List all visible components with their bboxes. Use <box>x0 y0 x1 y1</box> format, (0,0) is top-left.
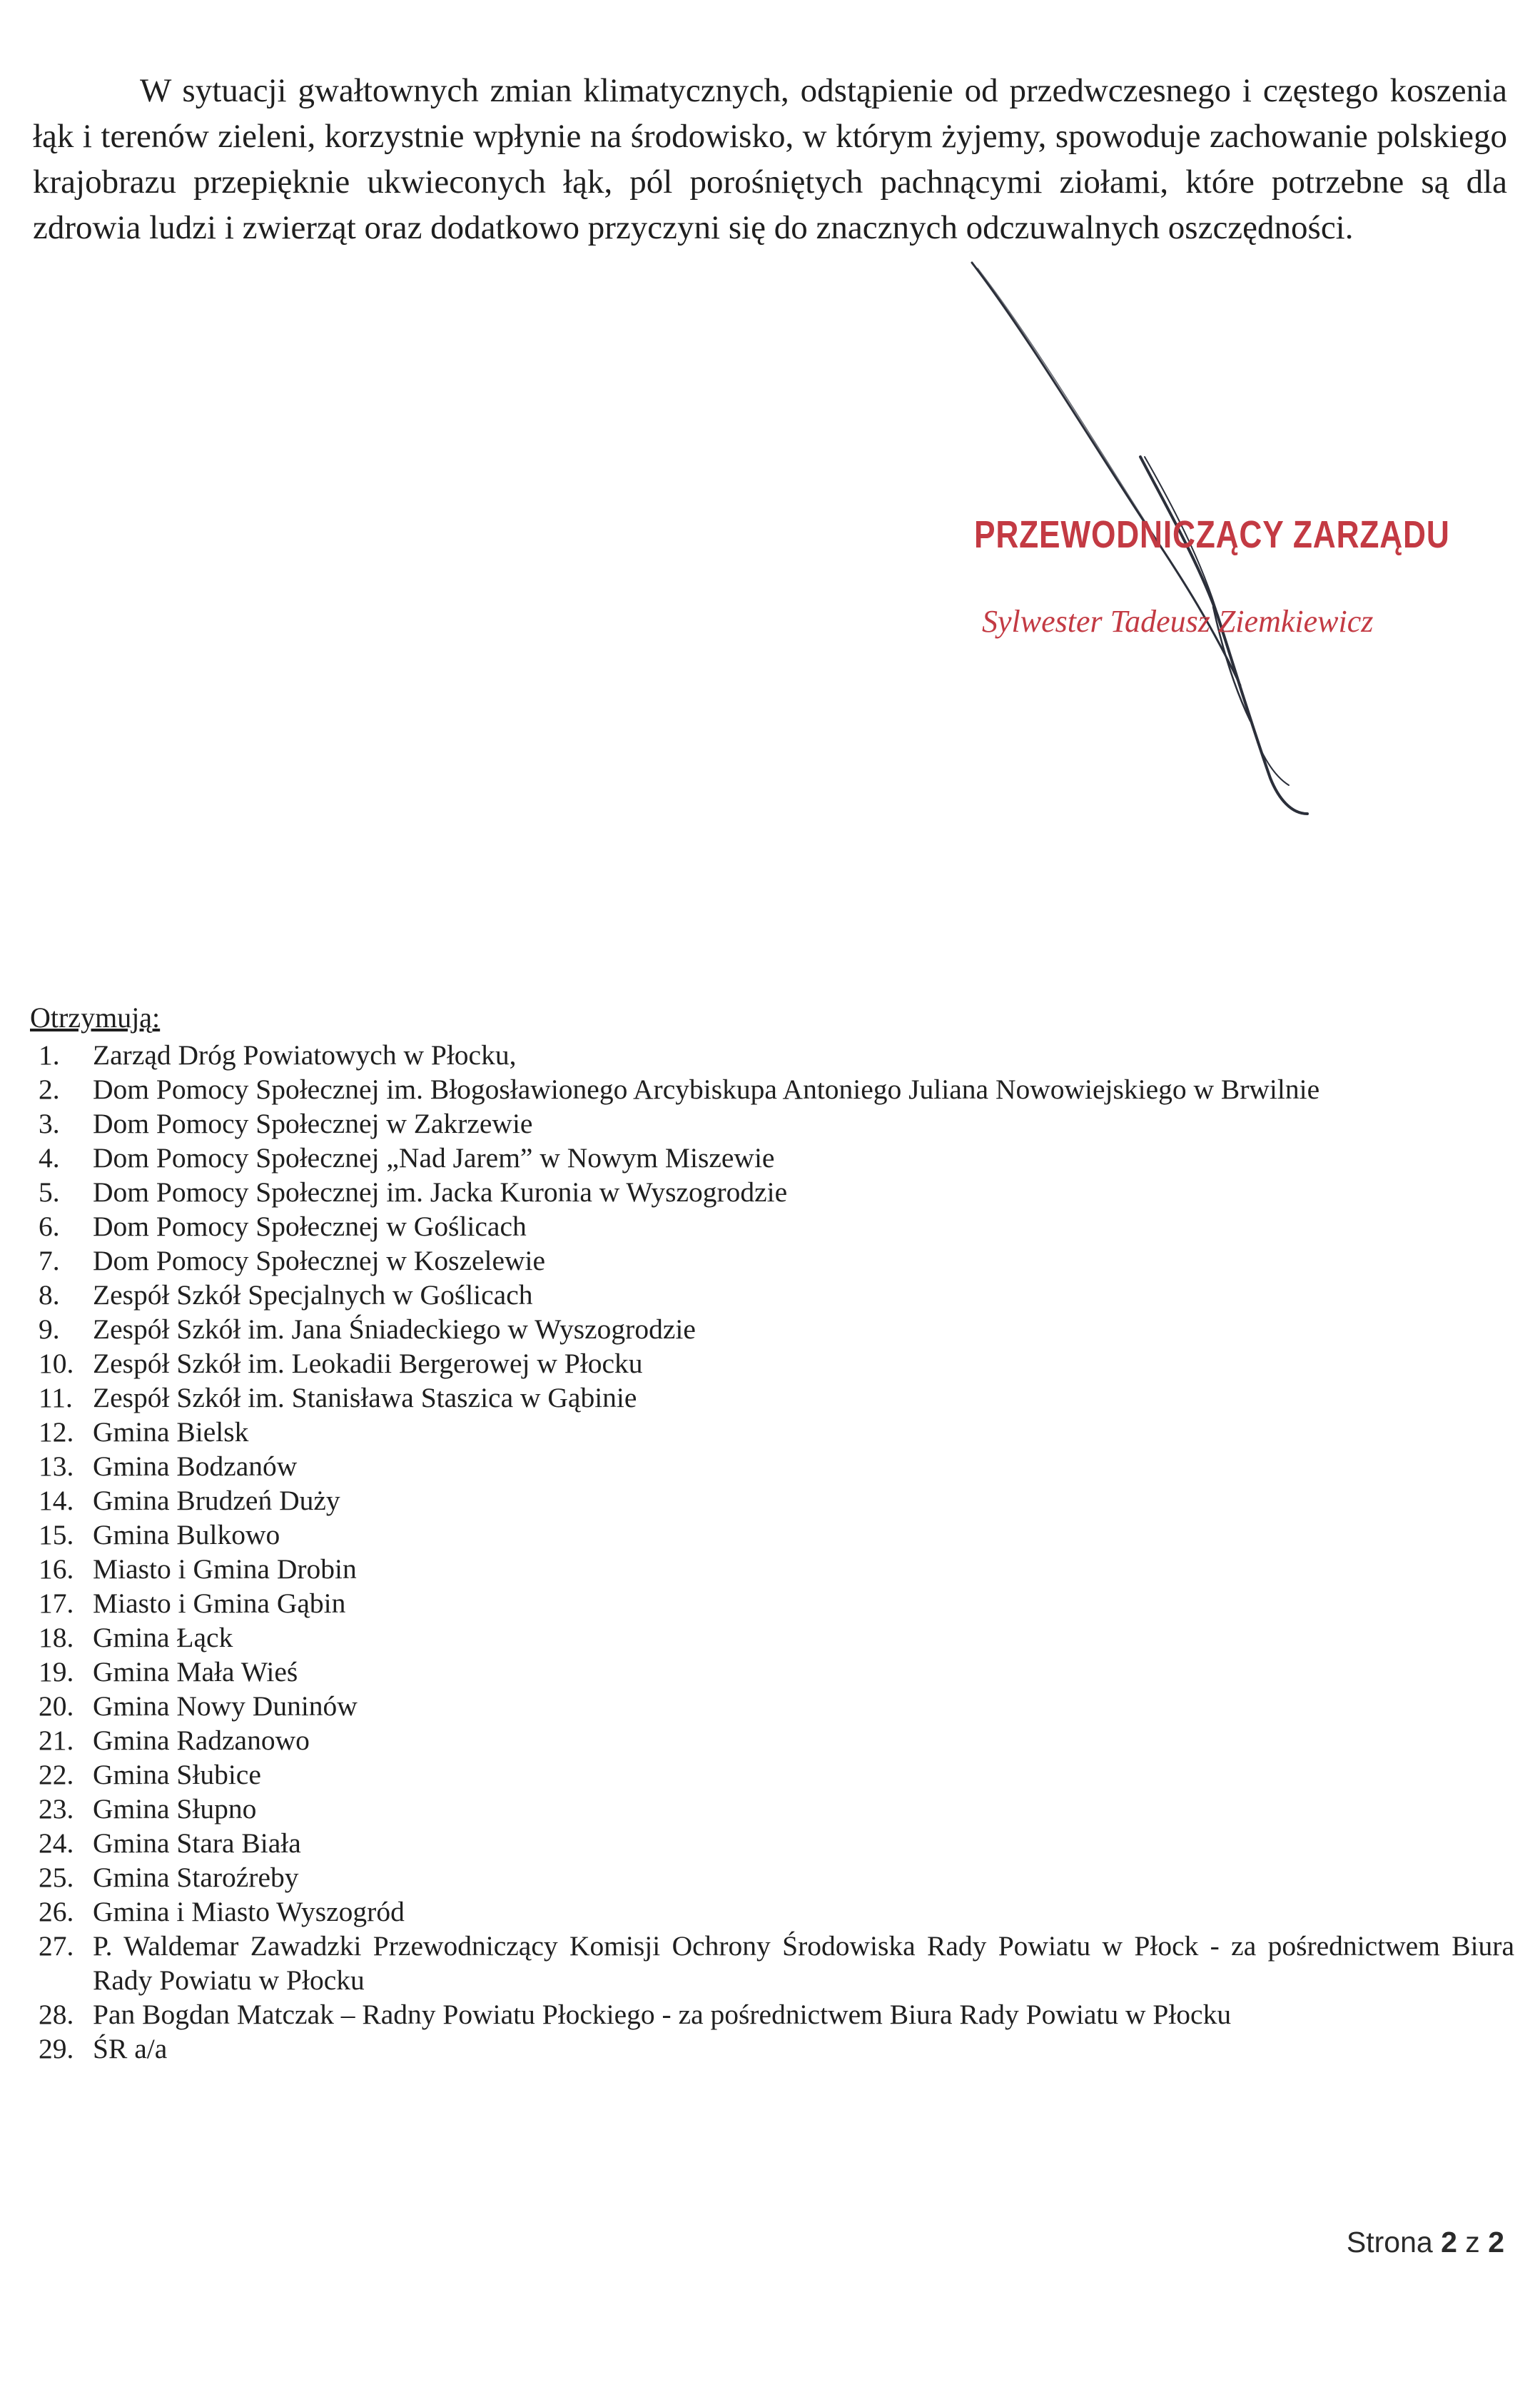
recipients-heading: Otrzymują: <box>30 1001 161 1034</box>
list-item: 21. Gmina Radzanowo <box>39 1725 310 1756</box>
stamp-name: Sylwester Tadeusz Ziemkiewicz <box>982 604 1374 639</box>
stamp-title: PRZEWODNICZĄCY ZARZĄDU <box>974 513 1450 556</box>
list-item: 13. Gmina Bodzanów <box>39 1450 298 1482</box>
list-item: 16. Miasto i Gmina Drobin <box>39 1553 357 1585</box>
list-item: 10. Zespół Szkół im. Leokadii Bergerowej w Płocku <box>39 1348 643 1379</box>
list-item: 4. Dom Pomocy Społecznej „Nad Jarem” w Nowym Miszewie <box>39 1142 775 1174</box>
list-item: 1. Zarząd Dróg Powiatowych w Płocku, <box>39 1039 517 1071</box>
list-item: 2. Dom Pomocy Społecznej im. Błogosławionego Arcybiskupa Antoniego Juliana Nowowiejskiego w Brwilnie <box>39 1074 1320 1105</box>
list-item: 20. Gmina Nowy Duninów <box>39 1690 358 1722</box>
list-item: 8. Zespół Szkół Specjalnych w Goślicach <box>39 1279 533 1311</box>
list-item: 29. ŚR a/a <box>39 2033 168 2064</box>
list-item: 18. Gmina Łąck <box>39 1622 233 1653</box>
list-item: 14. Gmina Brudzeń Duży <box>39 1485 340 1516</box>
list-item: 24. Gmina Stara Biała <box>39 1827 301 1859</box>
list-item: 12. Gmina Bielsk <box>39 1416 249 1448</box>
list-item: 25. Gmina Staroźreby <box>39 1862 299 1893</box>
page-number <box>1347 2226 1504 2259</box>
page-number-current: 2 <box>1441 2226 1457 2259</box>
list-item: 26. Gmina i Miasto Wyszogród <box>39 1896 405 1927</box>
list-item: 27. P. Waldemar Zawadzki Przewodniczący Komisji Ochrony Środowiska Rady Powiatu w Płock - za pośrednictwem Biura Rady Powiatu w Płocku <box>39 1930 1514 1996</box>
list-item: 22. Gmina Słubice <box>39 1759 261 1790</box>
list-item: 15. Gmina Bulkowo <box>39 1519 280 1550</box>
list-item: 3. Dom Pomocy Społecznej w Zakrzewie <box>39 1108 533 1139</box>
list-item: 9. Zespół Szkół im. Jana Śniadeckiego w Wyszogrodzie <box>39 1313 696 1345</box>
list-item: 19. Gmina Mała Wieś <box>39 1656 298 1687</box>
list-item: 11. Zespół Szkół im. Stanisława Staszica w Gąbinie <box>39 1382 637 1413</box>
list-item: 28. Pan Bogdan Matczak – Radny Powiatu Płockiego - za pośrednictwem Biura Rady Powiatu w Płocku <box>39 1999 1232 2030</box>
list-item: 7. Dom Pomocy Społecznej w Koszelewie <box>39 1245 546 1276</box>
body-paragraph: W sytuacji gwałtownych zmian klimatycznych, odstąpienie od przedwczesnego i częstego koszenia łąk i terenów zieleni, korzystnie wpłynie na środowisko, w którym żyjemy, spowoduje zachowanie polskiego krajobrazu przepięknie ukwieconych łąk, pól porośniętych pachnącymi ziołami, które potrzebne są dla zdrowia ludzi i zwierząt oraz dodatkowo przyczyni się do znacznych odczuwalnych oszczędności. <box>33 72 1507 246</box>
list-item: 23. Gmina Słupno <box>39 1793 257 1825</box>
list-item: 5. Dom Pomocy Społecznej im. Jacka Kuronia w Wyszogrodzie <box>39 1176 788 1208</box>
page-number-prefix: Strona <box>1346 2226 1442 2259</box>
page-number-total: 2 <box>1488 2226 1504 2259</box>
recipients-list <box>30 1038 1514 2066</box>
page-number-separator: z <box>1457 2226 1489 2259</box>
list-item: 17. Miasto i Gmina Gąbin <box>39 1588 346 1619</box>
list-item: 6. Dom Pomocy Społecznej w Goślicach <box>39 1211 527 1242</box>
